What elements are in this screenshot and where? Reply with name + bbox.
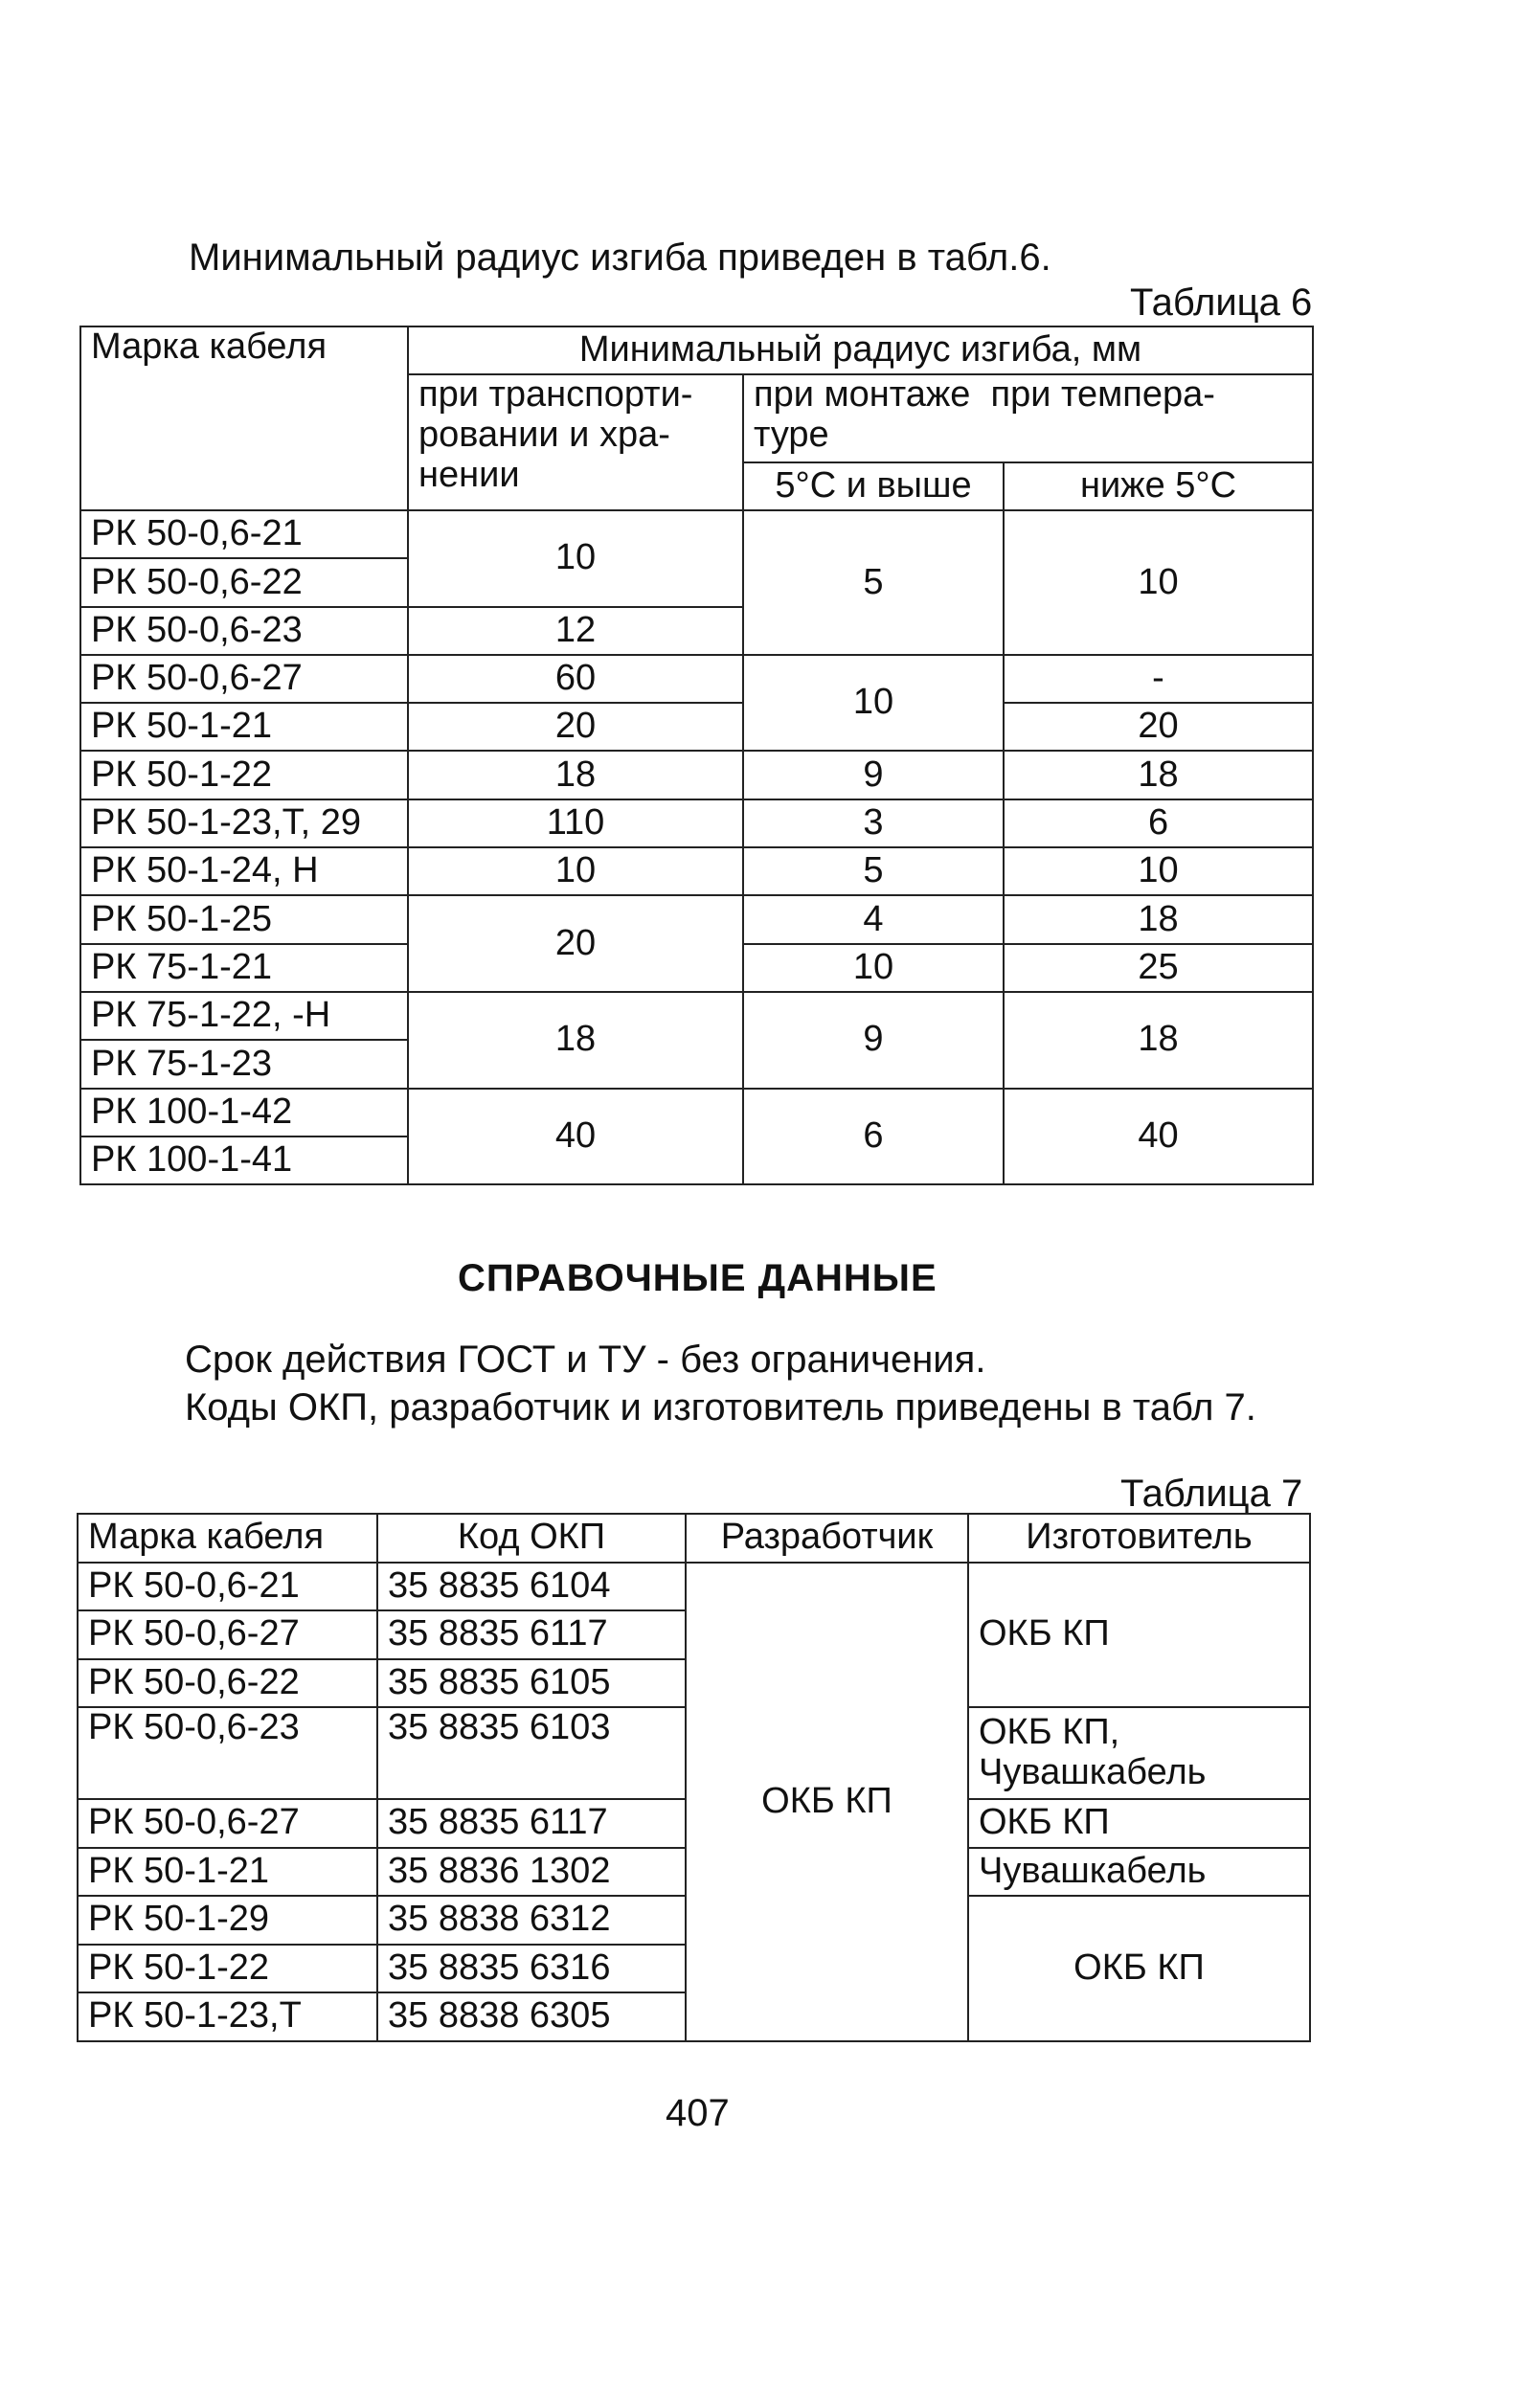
t6-transport-cell: 18 — [408, 751, 743, 799]
t6-above-cell: 10 — [743, 944, 1004, 992]
t7-brand-cell: РК 50-1-23,Т — [78, 1992, 377, 2041]
page-number: 407 — [666, 2092, 730, 2134]
t6-transport-cell: 110 — [408, 799, 743, 847]
bend-radius-table — [79, 326, 1314, 1185]
t6-header-transport-line: ровании и хра- — [418, 414, 670, 455]
t6-above-cell: 4 — [743, 895, 1004, 943]
t6-brand-cell: РК 100-1-41 — [80, 1136, 408, 1184]
t6-header-mount-line: туре — [754, 414, 829, 455]
t7-code-cell: 35 8835 6117 — [377, 1799, 686, 1848]
t6-brand-cell: РК 50-1-21 — [80, 703, 408, 751]
t7-maker-cell: Чувашкабель — [968, 1848, 1310, 1897]
t6-brand-cell: РК 75-1-22, -Н — [80, 992, 408, 1040]
t6-header-above: 5°С и выше — [743, 462, 1004, 510]
t6-brand-cell: РК 50-0,6-22 — [80, 558, 408, 606]
t6-below-cell: 18 — [1004, 992, 1313, 1089]
t7-brand-cell: РК 50-1-22 — [78, 1945, 377, 1993]
t6-transport-cell: 10 — [408, 510, 743, 607]
reference-line: Коды ОКП, разработчик и изготовитель приведены в табл 7. — [185, 1386, 1256, 1429]
t6-below-cell: 40 — [1004, 1089, 1313, 1185]
t6-header-mount — [743, 374, 1313, 462]
t7-code-cell: 35 8835 6117 — [377, 1610, 686, 1659]
t7-brand-cell: РК 50-1-29 — [78, 1896, 377, 1945]
t7-maker-line: Чувашкабель — [979, 1752, 1207, 1792]
t7-header-brand: Марка кабеля — [78, 1514, 377, 1563]
t7-maker-cell: ОКБ КП — [968, 1896, 1310, 2041]
t6-transport-cell: 10 — [408, 847, 743, 895]
t7-code-cell: 35 8835 6104 — [377, 1563, 686, 1611]
t6-below-cell: 10 — [1004, 847, 1313, 895]
t7-header-code: Код ОКП — [377, 1514, 686, 1563]
t6-below-cell: 18 — [1004, 895, 1313, 943]
t7-brand-cell: РК 50-0,6-23 — [78, 1707, 377, 1799]
t6-brand-cell: РК 75-1-23 — [80, 1040, 408, 1088]
t6-header-below: ниже 5°С — [1004, 462, 1313, 510]
table6-intro: Минимальный радиус изгиба приведен в табл.6. — [189, 236, 1051, 279]
table7-caption: Таблица 7 — [1120, 1473, 1303, 1515]
reference-line: Срок действия ГОСТ и ТУ - без ограничения. — [185, 1339, 986, 1381]
t6-above-cell: 9 — [743, 992, 1004, 1089]
section-heading: СПРАВОЧНЫЕ ДАННЫЕ — [458, 1257, 937, 1299]
t6-below-cell: 10 — [1004, 510, 1313, 655]
t7-brand-cell: РК 50-0,6-27 — [78, 1610, 377, 1659]
t7-brand-cell: РК 50-0,6-22 — [78, 1659, 377, 1708]
t6-transport-cell: 20 — [408, 895, 743, 992]
t6-below-cell: 6 — [1004, 799, 1313, 847]
okp-codes-table — [77, 1513, 1311, 2042]
t6-brand-cell: РК 50-1-23,Т, 29 — [80, 799, 408, 847]
t6-above-cell: 10 — [743, 655, 1004, 752]
t6-transport-cell: 40 — [408, 1089, 743, 1185]
t7-code-cell: 35 8836 1302 — [377, 1848, 686, 1897]
t6-transport-cell: 12 — [408, 607, 743, 655]
t6-header-brand: Марка кабеля — [80, 326, 408, 510]
t7-maker-cell: ОКБ КП — [968, 1799, 1310, 1848]
t6-brand-cell: РК 100-1-42 — [80, 1089, 408, 1136]
t7-maker-cell — [968, 1707, 1310, 1799]
t6-brand-cell: РК 50-0,6-27 — [80, 655, 408, 703]
t6-above-cell: 5 — [743, 847, 1004, 895]
t6-header-mount-line: при монтаже при темпера- — [754, 374, 1215, 415]
t6-below-cell: 20 — [1004, 703, 1313, 751]
t6-above-cell: 3 — [743, 799, 1004, 847]
t6-header-group: Минимальный радиус изгиба, мм — [408, 326, 1313, 374]
t7-code-cell: 35 8835 6316 — [377, 1945, 686, 1993]
t7-header-maker: Изготовитель — [968, 1514, 1310, 1563]
t6-below-cell: 18 — [1004, 751, 1313, 799]
t7-code-cell: 35 8838 6305 — [377, 1992, 686, 2041]
t6-brand-cell: РК 50-0,6-23 — [80, 607, 408, 655]
t6-below-cell: - — [1004, 655, 1313, 703]
t7-brand-cell: РК 50-0,6-21 — [78, 1563, 377, 1611]
t6-brand-cell: РК 50-1-24, Н — [80, 847, 408, 895]
t7-code-cell: 35 8838 6312 — [377, 1896, 686, 1945]
t7-developer-cell: ОКБ КП — [686, 1563, 968, 2041]
t6-brand-cell: РК 75-1-21 — [80, 944, 408, 992]
t6-header-transport — [408, 374, 743, 510]
t6-transport-cell: 60 — [408, 655, 743, 703]
t6-above-cell: 9 — [743, 751, 1004, 799]
t6-header-transport-line: при транспорти- — [418, 374, 693, 415]
t6-brand-cell: РК 50-0,6-21 — [80, 510, 408, 558]
t7-brand-cell: РК 50-1-21 — [78, 1848, 377, 1897]
t7-maker-cell: ОКБ КП — [968, 1563, 1310, 1708]
t6-brand-cell: РК 50-1-25 — [80, 895, 408, 943]
t7-maker-line: ОКБ КП, — [979, 1712, 1120, 1753]
t6-transport-cell: 18 — [408, 992, 743, 1089]
t7-code-cell: 35 8835 6103 — [377, 1707, 686, 1799]
t6-below-cell: 25 — [1004, 944, 1313, 992]
t7-brand-cell: РК 50-0,6-27 — [78, 1799, 377, 1848]
t6-brand-cell: РК 50-1-22 — [80, 751, 408, 799]
t7-code-cell: 35 8835 6105 — [377, 1659, 686, 1708]
t6-header-transport-line: нении — [418, 454, 520, 495]
t6-above-cell: 6 — [743, 1089, 1004, 1185]
t7-header-developer: Разработчик — [686, 1514, 968, 1563]
table6-caption: Таблица 6 — [1130, 281, 1313, 324]
t6-above-cell: 5 — [743, 510, 1004, 655]
t6-transport-cell: 20 — [408, 703, 743, 751]
